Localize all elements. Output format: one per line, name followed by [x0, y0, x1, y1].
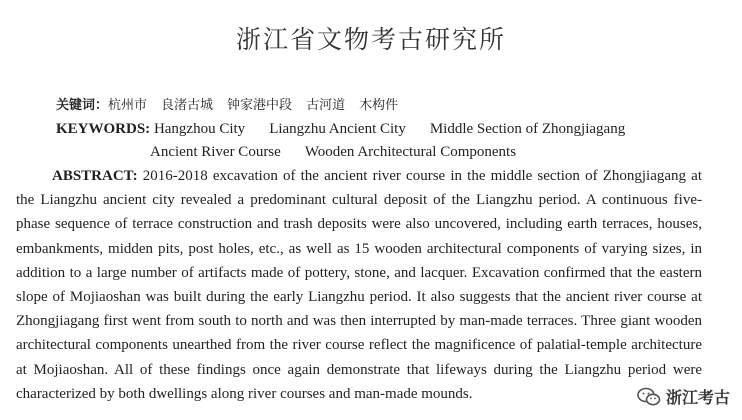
keyword-cn: 杭州市	[108, 98, 148, 113]
watermark-text: 浙江考古	[665, 388, 730, 407]
abstract-label: ABSTRACT:	[52, 168, 138, 184]
keywords-english	[56, 118, 706, 164]
institution-name: 浙江省文物考古研究所	[235, 25, 506, 54]
keywords-cn-label: 关键词：	[56, 98, 109, 113]
keyword-cn: 钟家港中段	[227, 98, 293, 113]
keywords-chinese	[56, 94, 412, 113]
keyword-en: Middle Section of Zhongjiagang	[429, 121, 626, 137]
keyword-en: Liangzhu Ancient City	[269, 121, 406, 137]
keyword-en: Ancient River Course	[150, 144, 281, 160]
abstract-paragraph	[16, 164, 702, 406]
source-watermark	[633, 383, 734, 410]
abstract-text: 2016-2018 excavation of the ancient river course in the middle section of Zhongjiagang at the Liangzhu ancient city revealed a predominant cultural deposit of the Liangzhu period. A continuous five-phase sequence of terrace construction and trash deposits were also uncovered, including earth terraces, houses, embankments, midden pits, post holes, etc., as well as 15 wooden architectural components of varying sizes, in addition to a large number of artifacts made of pottery, stone, and lacquer. Excavation confirmed that the eastern slope of Mojiaoshan was built during the early Liangzhu period. It also suggests that the ancient river course at Zhongjiagang first went from south to north and was then interrupted by man-made terraces. Three giant wooden architectural components unearthed from the river course reflect the magnificence of palatial-temple architecture at Mojiaoshan. All of these findings once again demonstrate that lifeways during the Liangzhu period were characterized by both dwellings along river courses and man-made mounds.	[16, 168, 703, 402]
keyword-en: Wooden Architectural Components	[304, 144, 517, 160]
keyword-cn: 良渚古城	[161, 98, 214, 113]
wechat-icon	[637, 387, 661, 407]
keyword-cn: 木构件	[359, 98, 399, 113]
keyword-en: Hangzhou City	[153, 121, 246, 137]
keyword-cn: 古河道	[306, 98, 346, 113]
keywords-en-label: KEYWORDS:	[56, 121, 151, 137]
